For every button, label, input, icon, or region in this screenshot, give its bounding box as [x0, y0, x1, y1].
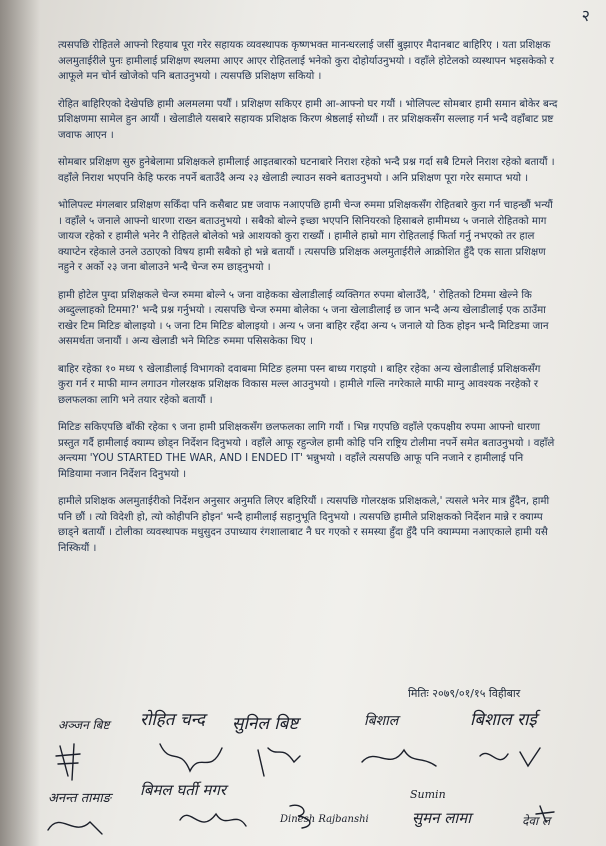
signature: सुनिल बिष्ट	[232, 714, 299, 734]
signature: Sumin	[410, 788, 446, 801]
paragraph: बाहिर रहेका १० मध्य ९ खेलाडीलाई विभागको दवाबमा मिटिङ हलमा पस्न बाध्य गराइयो । बाहिर रहेका अन्य खेलाडीलाई प्रशिक्षकसँग कुरा गर्न र माफी माग्न लगाउन गोलरक्षक प्रशिक्षक विकास मल्ल आउनुभयो । हामीले गल्ति नगरेकाले माफी माग्नु आवश्यक नरहेको र छलफलका लागि भने तयार रहेको बतायौं ।	[58, 363, 541, 406]
page-shadow	[0, 0, 40, 846]
signature: अनन्त तामाङ	[48, 791, 111, 806]
paragraph: भोलिपल्ट मंगलबार प्रशिक्षण सकिँदा पनि कसैबाट प्रष्ट जवाफ नआएपछि हामी चेन्ज रुममा प्रशिक्षकसँग रोहितबारे कुरा गर्न चाहन्छौं भन्यौं । वहाँले ५ जनाले आफ्नो धारणा राख्न बताउनुभयो । सबैको बोल्ने इच्छा भएपनि सिनियरको हिसाबले हामीमध्य ५ जनाले रोहितको माग जायज रहेको र हामीले भनेर नै रोहितले बोलेको भन्ने आशयको कुरा राख्यौं । हामीले हाम्रो माग रोहितलाई फिर्ता गर्नु नभएको तर हाल क्याप्टेन रहेकाले उनले उठाएको विषय हामी सबैको हो भन्ने बतायौं । त्यसपछि प्रशिक्षक अलमुताईरीले आक्रोशित हुँदै एक साता प्रशिक्षण नहुने र अर्को २३ जना बोलाउने भन्दै चेन्ज रुम छाड्नुभयो ।	[58, 200, 553, 273]
paragraph: रोहित बाहिरिएको देखेपछि हामी अलमलमा पर्यौं । प्रशिक्षण सकिएर हामी आ-आफ्नो घर गयौं । भोलिपल्ट सोमबार हामी समान बोकेर बन्द प्रशिक्षणमा सामेल हुन आयौं । खेलाडीले यसबारे सहायक प्रशिक्षक किरण श्रेष्ठलाई सोध्यौं । तर प्रशिक्षकसँग सल्लाह गर्न भन्दै वहाँबाट प्रष्ट जवाफ आएन ।	[58, 98, 558, 141]
signature-scribbles	[40, 800, 580, 844]
paragraph: हामीले प्रशिक्षक अलमुताईरीको निर्देशन अनुसार अनुमति लिएर बहिरियौं । त्यसपछि गोलरक्षक प्रशिक्षकले,' त्यसले भनेर मात्र हुँदैन, हामी पनि छौं । त्यो विदेशी हो, त्यो कोहीपनि होइन' भन्दै हामीलाई सहानुभूति दिनुभयो । त्यसपछि हामीले प्रशिक्षकको निर्देशन मान्ने र क्याम्प छाड्ने बतायौं । टोलीका व्यवस्थापक मधुसुदन उपाध्याय रंगशालाबाट नै घर गएको र समस्या हुँदा हुँदै पनि क्याम्पमा नआएकाले हामी यसै निस्कियौं ।	[58, 496, 550, 554]
paragraph: त्यसपछि रोहितले आफ्नो रिहयाब पूरा गरेर सहायक व्यवस्थापक कृष्णभक्त मानन्धरलाई जर्सी बुझाएर मैदानबाट बाहिरिए । यता प्रशिक्षक अलमुताईरीले पुनः हामीलाई प्रशिक्षण स्थलमा आएर आएर रोहितलाई भनेको कुरा दोहोर्याउनुभयो । वहाँले होटेलको व्यस्थापन भइसकेको र आफूले मन चोर्न खोजेको पनि बताउनुभयो । त्यसपछि प्रशिक्षण सकियो ।	[58, 40, 554, 82]
signature: बिशाल	[364, 713, 399, 729]
signature-scribbles	[50, 736, 590, 790]
paragraph: हामी होटेल पुग्दा प्रशिक्षकले चेन्ज रुममा बोल्ने ५ जना वाहेकका खेलाडीलाई व्यक्तिगत रुपमा बोलाउँदै, ' रोहितको टिममा खेल्ने कि अब्दुल्लाहको टिममा?' भन्दै प्रश्न गर्नुभयो । त्यसपछि चेन्ज रुममा बोलेका ५ जना खेलाडीलाई छ जान भन्दै अन्य खेलाडीलाई एक ठाउँमा राखेर टिम मिटिङ बोलाइयो । ५ जना टिम मिटिङ बोलाइयो । अन्य ५ जना बाहिर रहँदा अन्य ५ जनाले यो ठिक होइन भन्दै मिटिङमा जान असमर्थता जनायौं । अन्य खेलाडी भने मिटिङ रुममा पसिसकेका थिए ।	[58, 289, 549, 347]
page-number: २	[581, 6, 590, 25]
signature: सुमन लामा	[412, 809, 472, 827]
signature: देवा ल	[522, 814, 551, 828]
date-line: मितिः २०७९/०१/१५ विहीबार	[408, 687, 521, 700]
paragraph: मिटिङ सकिएपछि बाँकी रहेका ९ जना हामी प्रशिक्षकसँग छलफलका लागि गयौं । भिन्न गएपछि वहाँले एकपक्षीय रुपमा आफ्नो धारणा प्रस्तुत गर्दै हामीलाई क्याम्प छोड्न निर्देशन दिनुभयो । वहाँले आफू रहुन्जेल हामी कोहि पनि राष्ट्रिय टोलीमा नपर्ने समेत बताउनुभयो । वहाँले अन्त्यमा 'YOU STARTED THE WAR, AND I ENDED IT' भन्नुभयो । वहाँले त्यसपछि आफू पनि नजाने र हामीलाई पनि मिडियामा नजान निर्देशन दिनुभयो ।	[58, 422, 555, 480]
paragraph: सोमबार प्रशिक्षण सुरु हुनेबेलामा प्रशिक्षकले हामीलाई आइतबारको घटनाबारे निराश रहेको भन्दै प्रश्न गर्दा सबै टिमले निराश रहेको बतायौं । वहाँले निराश भएपनि केहि फरक नपर्ने बताउँदै अन्य २३ खेलाडी ल्याउन सक्ने बताउनुभयो । अनि प्रशिक्षण पूरा गरेर समाप्त भयो ।	[58, 157, 555, 184]
signature: बिमल घर्ती मगर	[140, 781, 226, 799]
signature: Dinesh Rajbanshi	[280, 814, 369, 825]
letter-body	[58, 38, 558, 568]
signature: अञ्जन बिष्ट	[58, 718, 110, 732]
signature: बिशाल राई	[470, 710, 537, 730]
signature: रोहित चन्द	[140, 710, 205, 730]
